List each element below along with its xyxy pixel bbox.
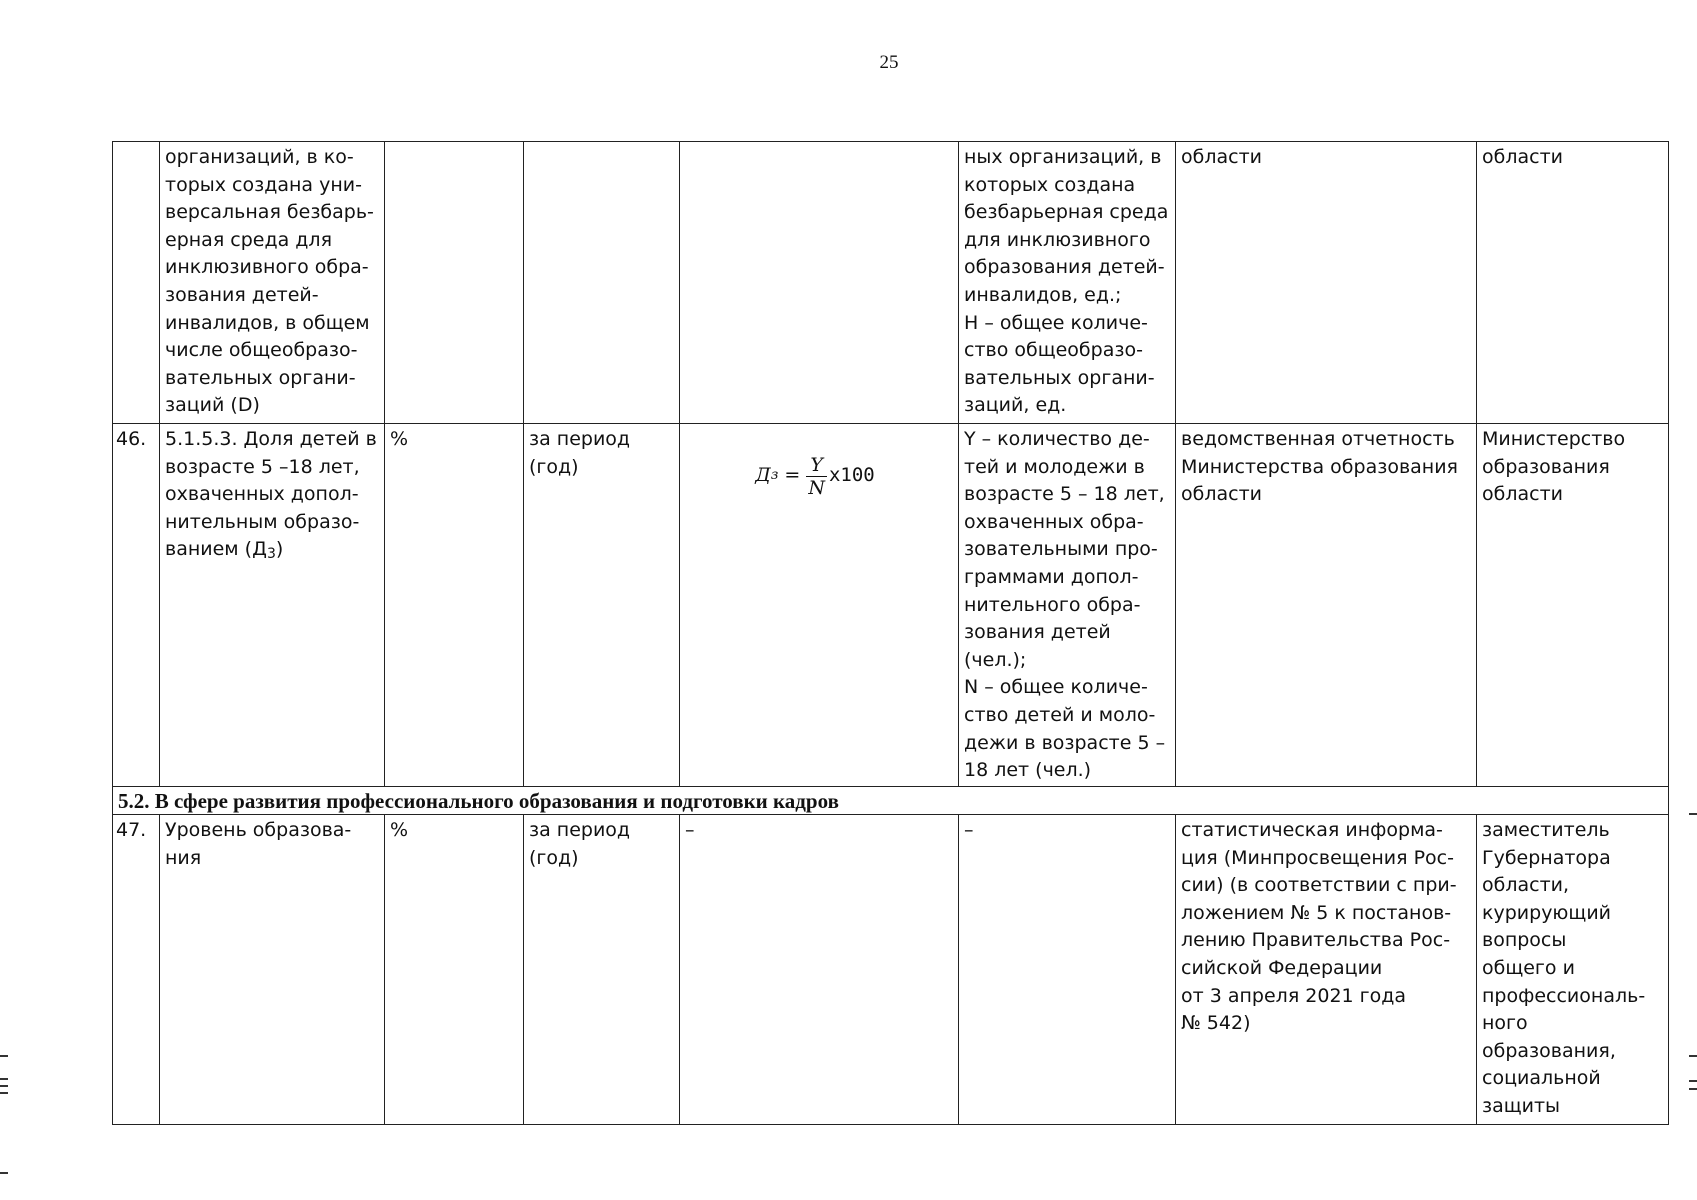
unit-cell: %: [385, 424, 524, 787]
row-number: 47.: [113, 815, 160, 1125]
section-header-row: [113, 787, 1669, 815]
scan-margin-mark: [1689, 1088, 1697, 1090]
formula-numerator: Y: [810, 453, 823, 476]
formula-fraction: [806, 454, 827, 499]
period-cell: за период (год): [524, 424, 680, 787]
row-number: 46.: [113, 424, 160, 787]
scan-margin-mark: [0, 1092, 8, 1094]
formula-cell: –: [680, 815, 959, 1125]
formula-lhs-subscript: з: [770, 467, 779, 484]
formula-cell: [680, 424, 959, 787]
section-title: 5.2. В сфере развития профессионального образования и подготовки кадров: [113, 787, 1669, 815]
unit-cell: [385, 142, 524, 424]
indicator-name: организаций, в ко- торых создана уни- версальная безбарь- ерная среда для инклюзивного обра- зования детей- инвалидов, в общем числе общеобразо- вательных органи- заций (D): [160, 142, 385, 424]
formula-denominator: N: [808, 476, 825, 499]
scan-margin-mark: [0, 1055, 8, 1057]
responsible-cell: Министерство образования области: [1477, 424, 1669, 787]
source-cell: ведомственная отчетность Министерства образования области: [1176, 424, 1477, 787]
scan-margin-mark: [1689, 1080, 1697, 1082]
formula-equals: =: [784, 464, 801, 487]
period-cell: [524, 142, 680, 424]
table-row: [113, 424, 1669, 787]
table-row: [113, 142, 1669, 424]
page-number: 25: [879, 52, 899, 73]
period-cell: за период (год): [524, 815, 680, 1125]
indicator-end: ): [275, 538, 284, 561]
source-cell: области: [1176, 142, 1477, 424]
responsible-cell: области: [1477, 142, 1669, 424]
scan-margin-mark: [1689, 1055, 1697, 1057]
formula: [685, 454, 953, 499]
indicator-subscript: 3: [266, 546, 276, 563]
row-number: [113, 142, 160, 424]
indicator-name: [160, 424, 385, 787]
indicator-text: 5.1.5.3. Доля детей в возрасте 5 –18 лет, охваченных допол- нительным образо- ванием (Д: [165, 428, 377, 561]
formula-cell: [680, 142, 959, 424]
responsible-cell: заместитель Губернатора области, курирующий вопросы общего и профессиональ- ного образования, социальной защиты: [1477, 815, 1669, 1125]
scan-margin-mark: [0, 1078, 8, 1080]
scan-margin-mark: [0, 1172, 8, 1174]
indicators-table: [112, 141, 1669, 1125]
indicator-name: Уровень образова- ния: [160, 815, 385, 1125]
unit-cell: %: [385, 815, 524, 1125]
variables-cell: Y – количество де- тей и молодежи в возрасте 5 – 18 лет, охваченных обра- зовательными про- граммами допол- нительного обра- зования детей (чел.); N – общее количе- ство детей и моло- дежи в возрасте 5 – 18 лет (чел.): [959, 424, 1176, 787]
scan-margin-mark: [0, 1085, 8, 1087]
table-row: [113, 815, 1669, 1125]
variables-cell: –: [959, 815, 1176, 1125]
formula-multiplier: x100: [828, 464, 875, 487]
variables-cell: ных организаций, в которых создана безбарьерная среда для инклюзивного образования детей- инвалидов, ед.; H – общее количе- ство общеобразо- вательных органи- заций, ед.: [959, 142, 1176, 424]
source-cell: статистическая информа- ция (Минпросвещения Рос- сии) (в соответствии с при- ложением № 5 к постанов- лению Правительства Рос- сийской Федерации от 3 апреля 2021 года № 542): [1176, 815, 1477, 1125]
scan-margin-mark: [1689, 813, 1697, 815]
formula-lhs: Д: [755, 464, 771, 487]
